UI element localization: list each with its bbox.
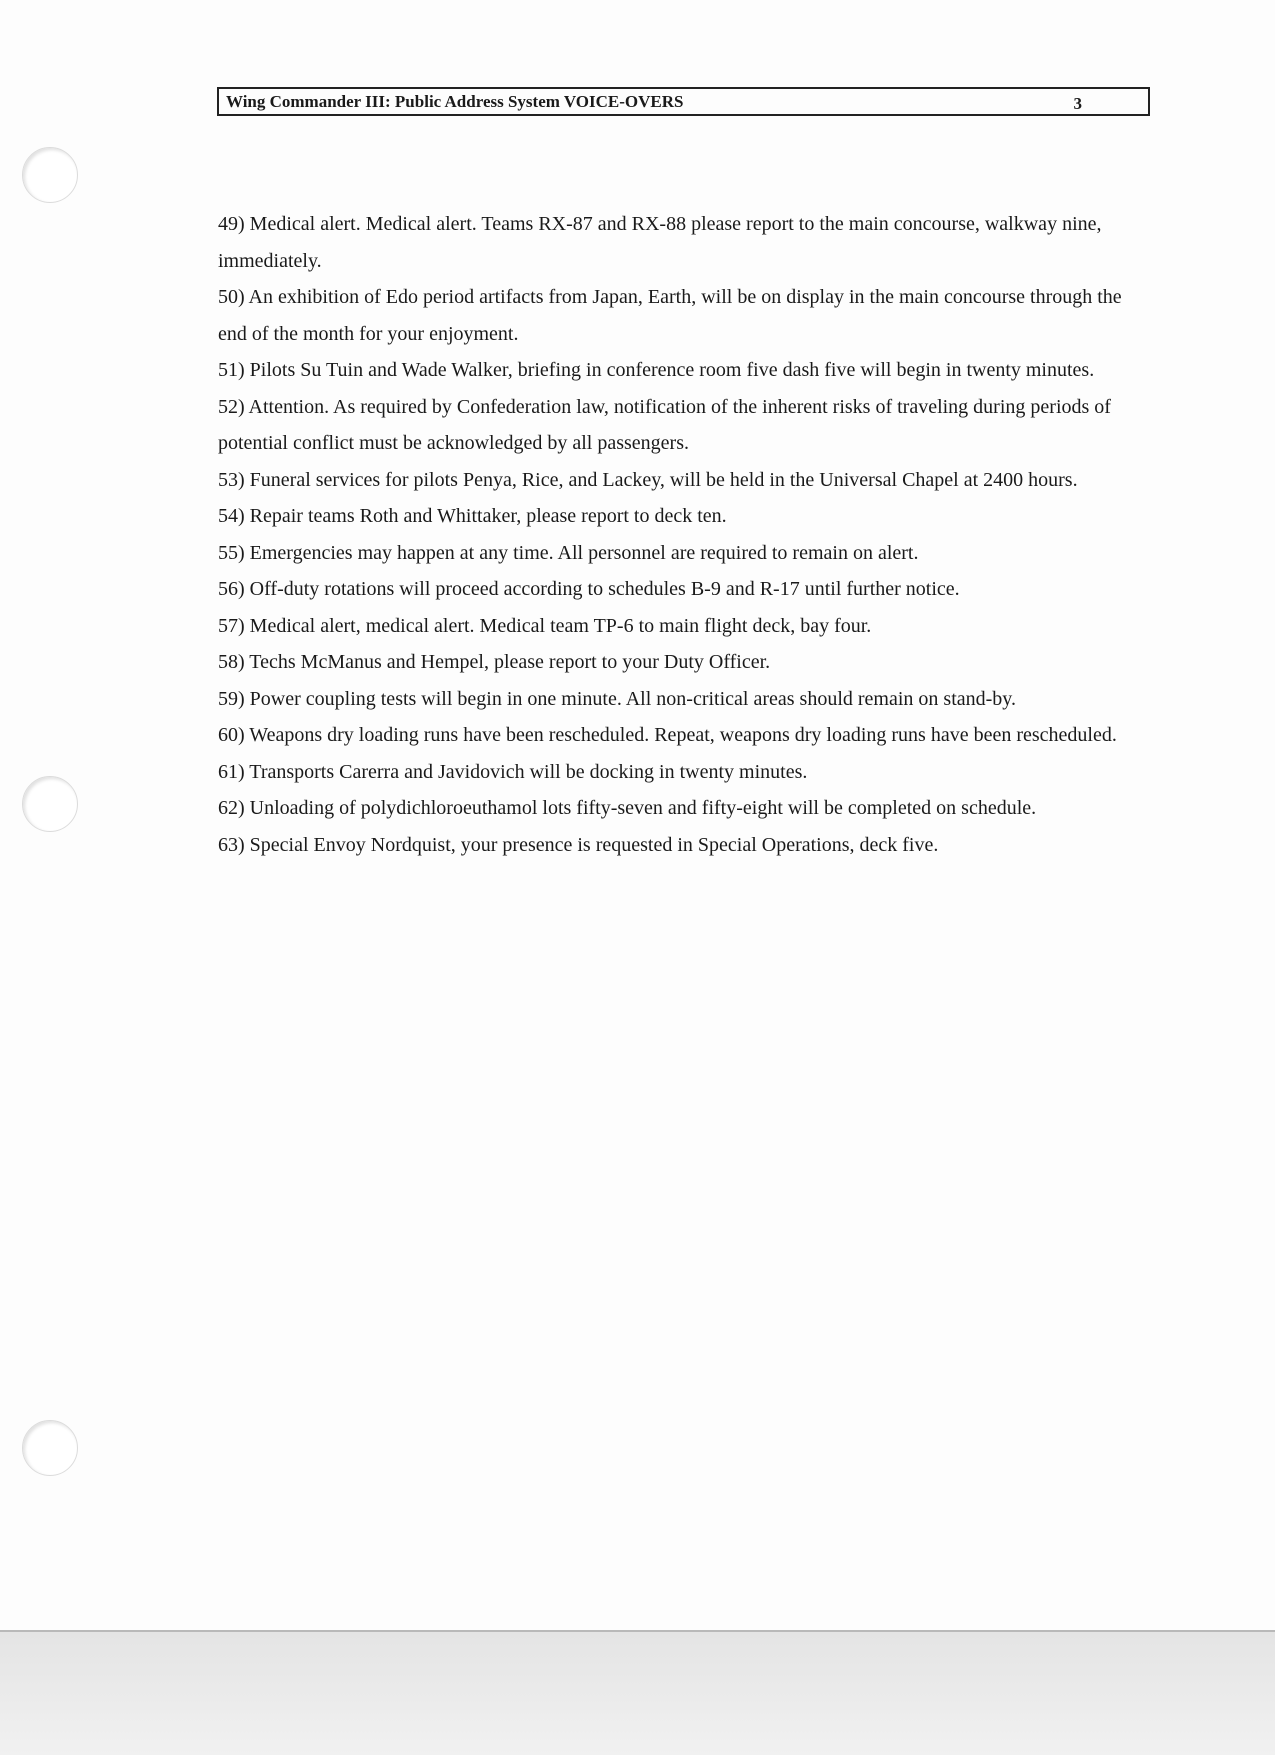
voice-over-entry-60: 60) Weapons dry loading runs have been rescheduled. Repeat, weapons dry loading runs have been rescheduled. xyxy=(218,724,1117,746)
voice-over-entry-54: 54) Repair teams Roth and Whittaker, please report to deck ten. xyxy=(218,505,727,527)
punch-hole xyxy=(22,147,78,203)
scanner-background xyxy=(0,1632,1275,1755)
voice-over-entry-62: 62) Unloading of polydichloroeuthamol lots fifty-seven and fifty-eight will be completed on schedule. xyxy=(218,797,1037,819)
voice-over-entry-51: 51) Pilots Su Tuin and Wade Walker, briefing in conference room five dash five will begin in twenty minutes. xyxy=(218,359,1095,381)
page-title: Wing Commander III: Public Address System VOICE-OVERS xyxy=(226,92,684,111)
voice-over-list xyxy=(218,206,1148,863)
voice-over-entry-50: 50) An exhibition of Edo period artifacts from Japan, Earth, will be on display in the main concourse through the end of the month for your enjoyment. xyxy=(218,286,1122,345)
voice-over-entry-49: 49) Medical alert. Medical alert. Teams RX-87 and RX-88 please report to the main concourse, walkway nine, immediately. xyxy=(218,213,1102,272)
punch-hole xyxy=(22,1420,78,1476)
voice-over-entry-61: 61) Transports Carerra and Javidovich will be docking in twenty minutes. xyxy=(218,760,808,783)
page-number: 3 xyxy=(1073,94,1082,113)
voice-over-entry-63: 63) Special Envoy Nordquist, your presence is requested in Special Operations, deck five. xyxy=(218,833,939,856)
voice-over-entry-52: 52) Attention. As required by Confederation law, notification of the inherent risks of traveling during periods of potential conflict must be acknowledged by all passengers. xyxy=(218,395,1111,454)
voice-over-entry-59: 59) Power coupling tests will begin in one minute. All non-critical areas should remain on stand-by. xyxy=(218,687,1016,710)
voice-over-entry-57: 57) Medical alert, medical alert. Medical team TP-6 to main flight deck, bay four. xyxy=(218,614,872,637)
voice-over-entry-55: 55) Emergencies may happen at any time. All personnel are required to remain on alert. xyxy=(218,541,919,564)
page-header xyxy=(217,87,1150,116)
voice-over-entry-53: 53) Funeral services for pilots Penya, Rice, and Lackey, will be held in the Universal Chapel at 2400 hours. xyxy=(218,468,1078,491)
voice-over-entry-58: 58) Techs McManus and Hempel, please report to your Duty Officer. xyxy=(218,651,771,673)
punch-hole xyxy=(22,776,78,832)
voice-over-entry-56: 56) Off-duty rotations will proceed according to schedules B-9 and R-17 until further notice. xyxy=(218,578,960,600)
